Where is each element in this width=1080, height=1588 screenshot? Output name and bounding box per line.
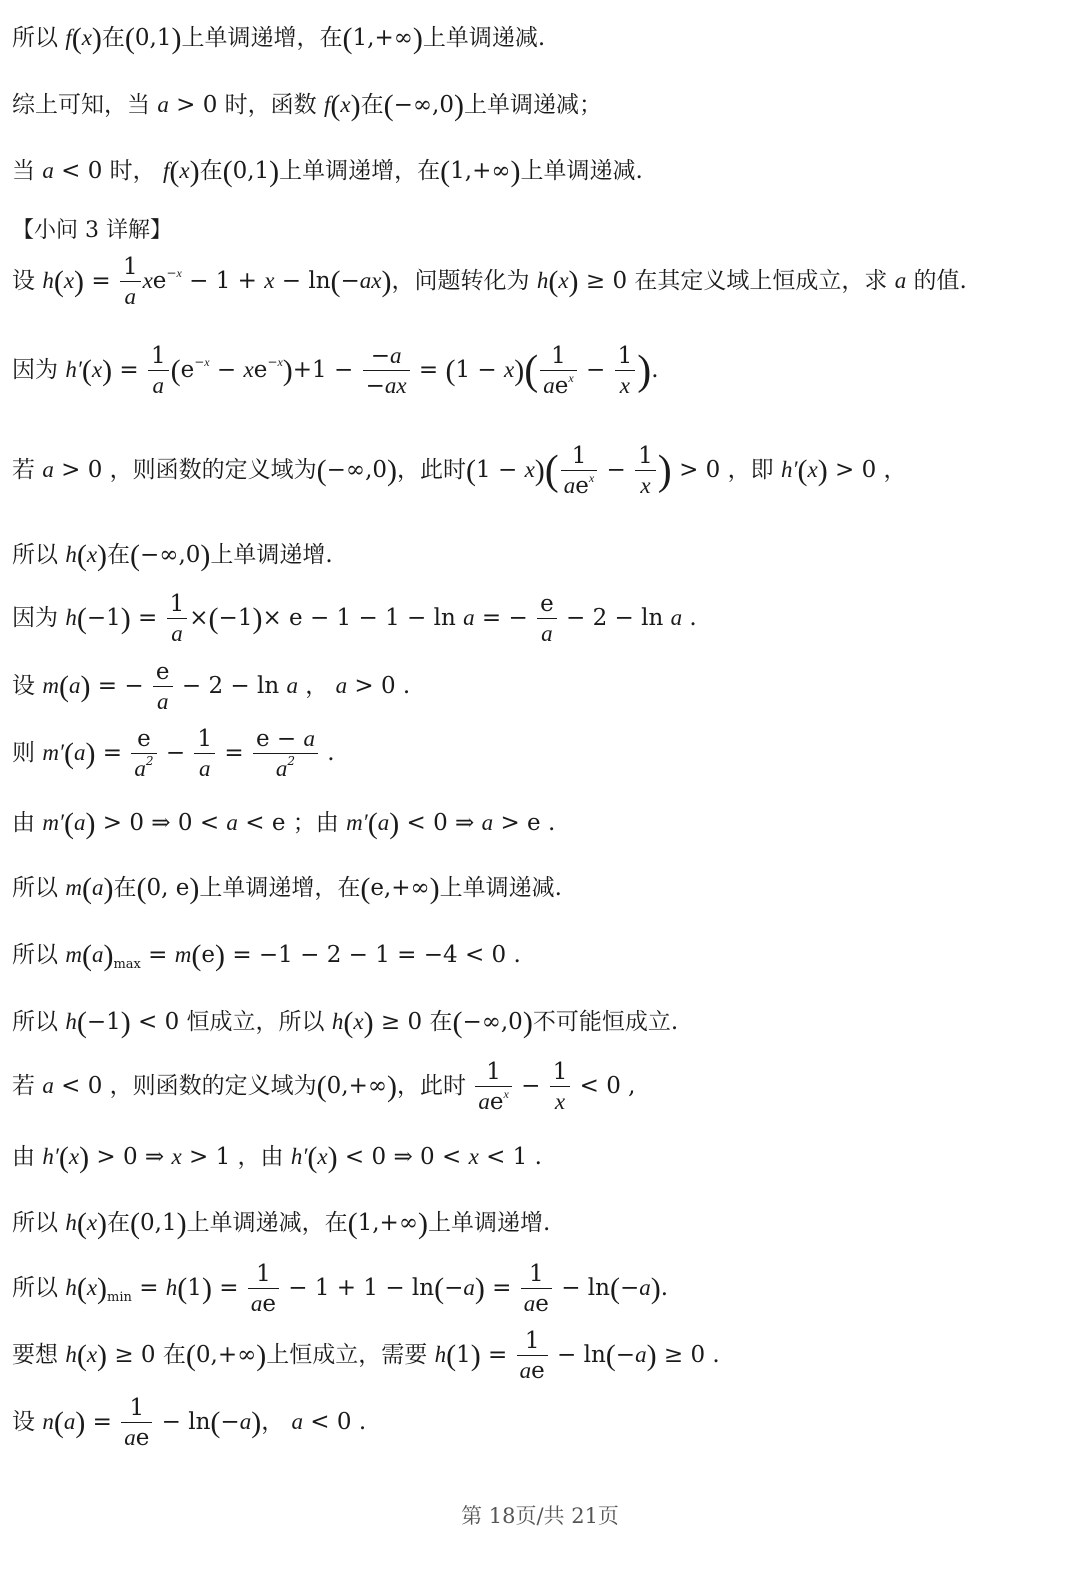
text-line: 设 h(x) = $\frac{1}{a}$ $xe^{-x} - 1 + x - \ln(-ax)$，问题转化为 h(x) ≥ 0 在其定义域上恒成立，求 a 的值. <box>12 254 967 310</box>
text-line: 若 a < 0 ，则函数的定义域为(0,+∞)，此时 $\frac{1}{ae^x}$ − $\frac{1}{x}$ < 0 , <box>12 1059 636 1116</box>
section-heading: 【小问 3 详解】 <box>12 218 172 243</box>
text-line: 所以 h(x)在(0,1)上单调递减，在(1,+∞)上单调递增. <box>12 1207 551 1240</box>
text-line: 当 a < 0 时， f(x)在(0,1)上单调递增，在(1,+∞)上单调递减. <box>12 155 643 188</box>
text-line: 则 m′(a) = $\frac{e}{a^2}$ − $\frac{1}{a}$ = $\frac{e - a}{a^2}$ . <box>12 726 335 782</box>
text-line: 设 m(a) = − $\frac{e}{a}$ − 2 − ln a ， a > 0 . <box>12 659 411 715</box>
text-line: 由 m′(a) > 0 ⇒ 0 < a < e ；由 m′(a) < 0 ⇒ a > e . <box>12 807 556 840</box>
text-line: 若 a > 0 ，则函数的定义域为(−∞,0)，此时(1 − x)( $\frac{1}{ae^x}$ − $\frac{1}{x}$ ) > 0 ，即 h′(x) > 0 ， <box>12 442 907 499</box>
text-line: 设 n(a) = $\frac{1}{ae}$ − ln(−a)， a < 0 . <box>12 1395 367 1452</box>
text-line: 综上可知，当 a > 0 时，函数 f(x)在(−∞,0)上单调递减； <box>12 89 602 122</box>
text-line: 所以 $h(x)_{min} = h(1)$ = $\frac{1}{ae}$ − 1 + 1 − ln(−a) = $\frac{1}{ae}$ − ln(−a). <box>12 1261 669 1318</box>
text-line: 由 h′(x) > 0 ⇒ x > 1 ，由 h′(x) < 0 ⇒ 0 < x < 1 . <box>12 1141 542 1174</box>
page-footer: 第 18页/共 21页 <box>461 1504 619 1528</box>
text-line: 所以 $m(a)_{max} = m(e) = -1 - 2 - 1 = -4 < 0$ . <box>12 939 521 972</box>
text-line: 所以 m(a)在(0, e)上单调递增，在(e,+∞)上单调递减. <box>12 872 562 905</box>
text-line: 所以 f(x)在(0,1)上单调递增，在(1,+∞)上单调递减. <box>12 22 546 55</box>
text-line: 要想 h(x) ≥ 0 在(0,+∞)上恒成立，需要 h(1) = $\frac{1}{ae}$ − ln(−a) ≥ 0 . <box>12 1328 720 1385</box>
text-line: 因为 h(−1) = $\frac{1}{a}$ ×(−1)× e − 1 − 1 − ln a = − $\frac{e}{a}$ − 2 − ln a . <box>12 591 697 647</box>
text-line: 因为 h′(x) = $\frac{1}{a}$ $(e^{-x} - xe^{-x})+1$ − $\frac{-a}{-ax}$ = (1 − x)( $\frac{1}{ae^x}$ − $\frac{1}{x}$ ). <box>12 342 659 399</box>
text-line: 所以 h(x)在(−∞,0)上单调递增. <box>12 539 333 572</box>
text-line: 所以 h(−1) < 0 恒成立，所以 h(x) ≥ 0 在(−∞,0)不可能恒成立. <box>12 1006 679 1039</box>
